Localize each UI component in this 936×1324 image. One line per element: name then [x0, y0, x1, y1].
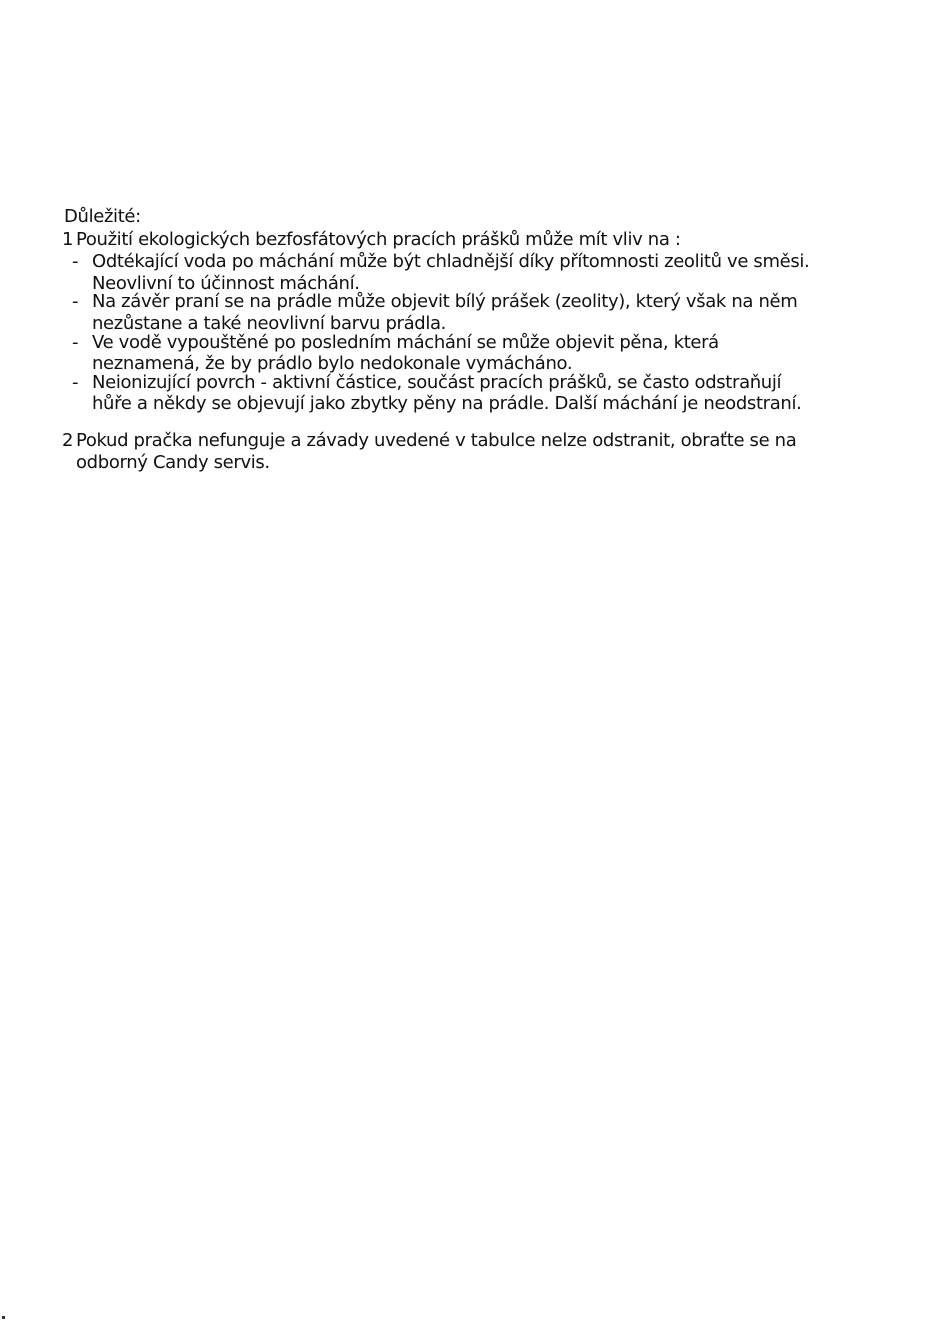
bullet-4-text1: Neionizující povrch - aktivní částice, součást pracích prášků, se často odstraňují [92, 372, 782, 393]
item1-intro-line [62, 229, 681, 251]
heading: Důležité: [64, 206, 141, 227]
bullet-4-line2: hůře a někdy se objevují jako zbytky pěny na prádle. Další máchání je neodstraní. [92, 393, 802, 414]
bullet-1-text1: Odtékající voda po máchání může být chladnější díky přítomnosti zeolitů ve směsi. [92, 251, 810, 272]
bullet-1-line2: Neovlivní to účinnost máchání. [92, 273, 360, 294]
bullet-3-line2: neznamená, že by prádlo bylo nedokonale vymácháno. [92, 353, 573, 374]
bullet-3-text1: Ve vodě vypouštěné po posledním máchání se může objevit pěna, která [92, 332, 719, 353]
item2-line2: odborný Candy servis. [76, 452, 270, 473]
scan-dot-mark [2, 1316, 5, 1319]
bullet-3-line1 [72, 332, 719, 354]
item2-number: 2 [62, 430, 74, 451]
bullet-1-dash: - [72, 251, 79, 272]
item1-number: 1 [62, 229, 74, 250]
bullet-2-line1 [72, 291, 797, 313]
bullet-2-line2: nezůstane a také neovlivní barvu prádla. [92, 313, 447, 334]
bullet-2-text1: Na závěr praní se na prádle může objevit bílý prášek (zeolity), který však na něm [92, 291, 798, 312]
item2-text1: Pokud pračka nefunguje a závady uvedené v tabulce nelze odstranit, obraťte se na [76, 430, 797, 451]
bullet-4-line1 [72, 372, 781, 394]
bullet-4-dash: - [72, 372, 79, 393]
bullet-2-dash: - [72, 291, 79, 312]
item2-line1 [62, 430, 796, 452]
item1-intro: Použití ekologických bezfosfátových pracích prášků může mít vliv na : [76, 229, 681, 250]
bullet-3-dash: - [72, 332, 79, 353]
bullet-1-line1 [72, 251, 809, 273]
